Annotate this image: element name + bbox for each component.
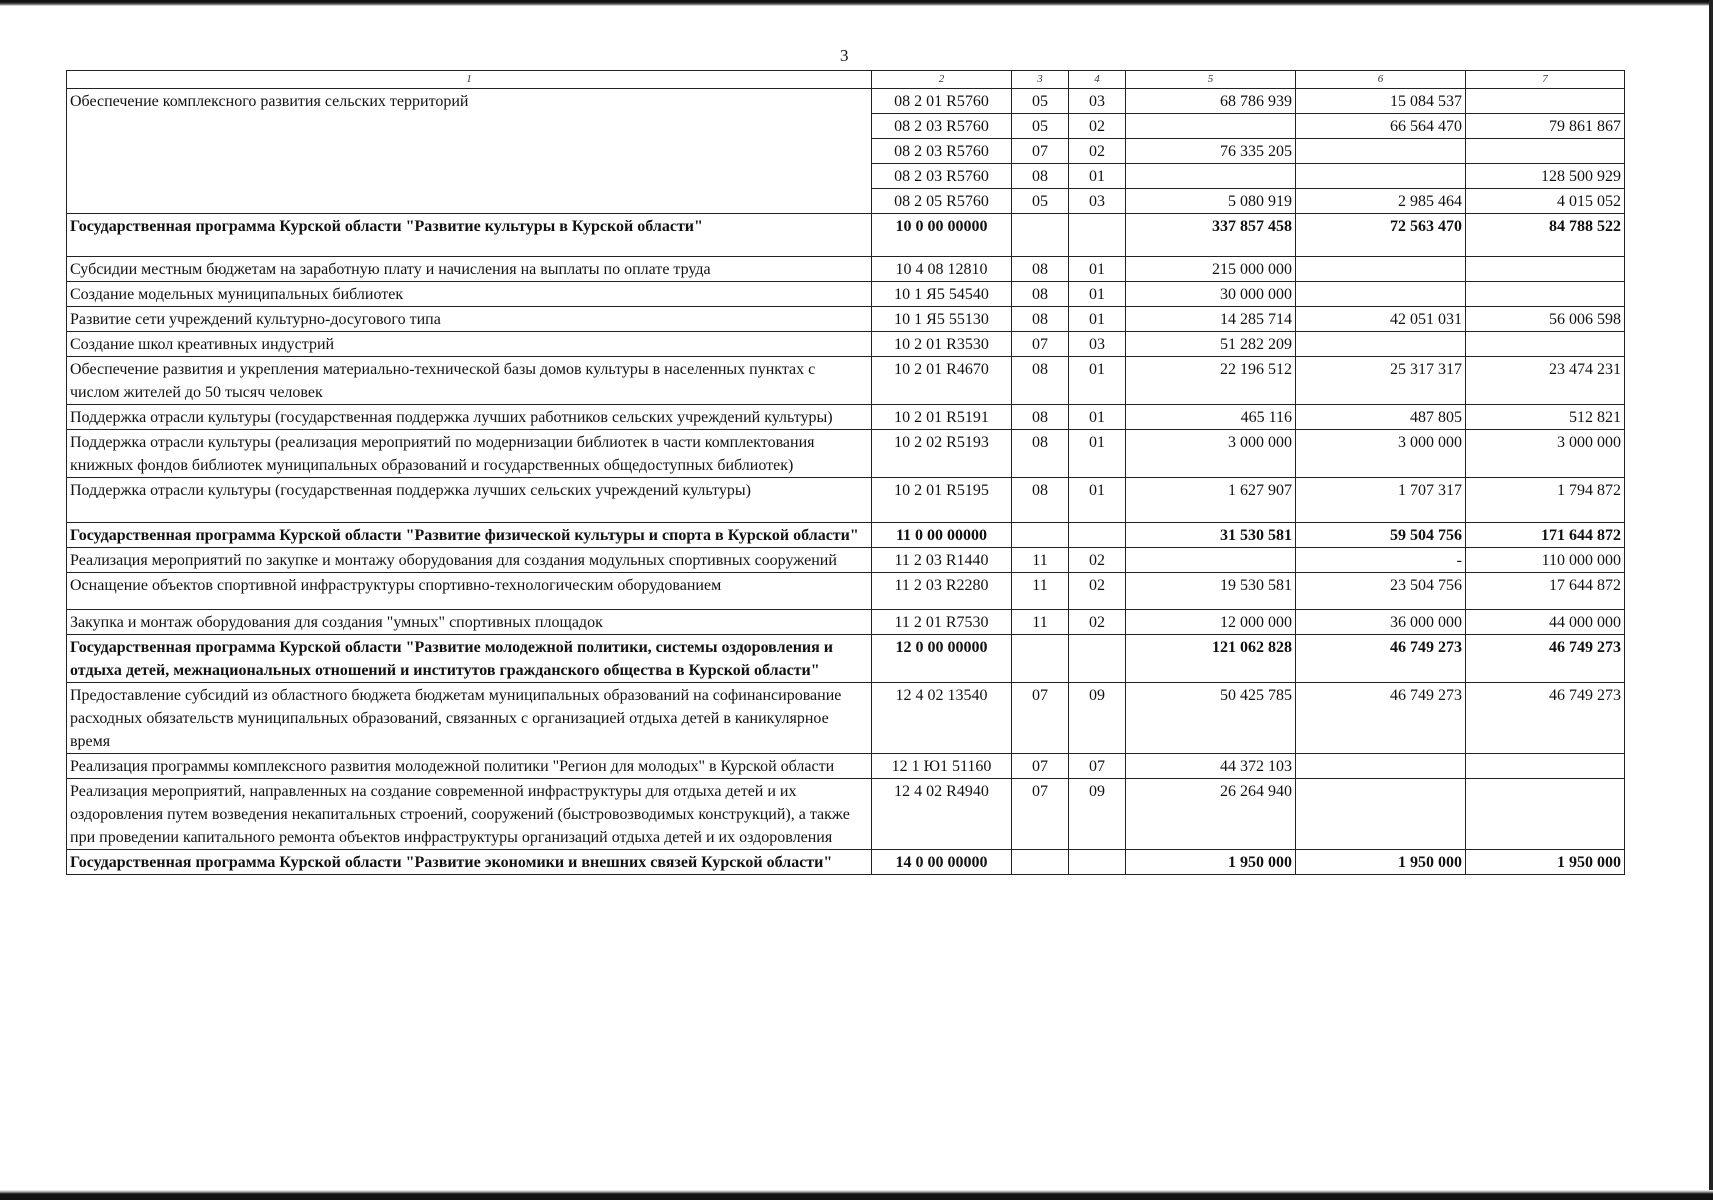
- amount-col-6: 3 000 000: [1296, 430, 1466, 478]
- expense-name: Создание школ креативных индустрий: [67, 332, 872, 357]
- section-code: 11: [1012, 573, 1069, 610]
- section-code: 07: [1012, 139, 1069, 164]
- table-row: [67, 430, 1625, 478]
- section-code: 08: [1012, 430, 1069, 478]
- program-row: [67, 214, 1625, 257]
- amount-col-5: 76 335 205: [1126, 139, 1296, 164]
- subsection-code: 09: [1069, 779, 1126, 850]
- amount-col-7: 46 749 273: [1466, 635, 1625, 683]
- target-code: 08 2 03 R5760: [872, 164, 1012, 189]
- table-row: [67, 332, 1625, 357]
- scan-top-edge: [0, 0, 1713, 6]
- amount-col-7: 79 861 867: [1466, 114, 1625, 139]
- amount-col-6: [1296, 164, 1466, 189]
- amount-col-5: 30 000 000: [1126, 282, 1296, 307]
- section-code: 08: [1012, 282, 1069, 307]
- amount-col-5: 51 282 209: [1126, 332, 1296, 357]
- amount-col-7: [1466, 754, 1625, 779]
- target-code: 10 0 00 00000: [872, 214, 1012, 257]
- amount-col-7: 17 644 872: [1466, 573, 1625, 610]
- amount-col-7: [1466, 89, 1625, 114]
- program-name: Государственная программа Курской области "Развитие культуры в Курской области": [67, 214, 872, 257]
- amount-col-5: 12 000 000: [1126, 610, 1296, 635]
- subsection-code: [1069, 635, 1126, 683]
- section-code: 08: [1012, 307, 1069, 332]
- amount-col-6: [1296, 754, 1466, 779]
- subsection-code: 01: [1069, 430, 1126, 478]
- target-code: 08 2 01 R5760: [872, 89, 1012, 114]
- section-code: 11: [1012, 610, 1069, 635]
- target-code: 12 1 Ю1 51160: [872, 754, 1012, 779]
- amount-col-7: 44 000 000: [1466, 610, 1625, 635]
- target-code: 08 2 05 R5760: [872, 189, 1012, 214]
- amount-col-6: 59 504 756: [1296, 523, 1466, 548]
- section-code: 07: [1012, 683, 1069, 754]
- amount-col-5: 215 000 000: [1126, 257, 1296, 282]
- subsection-code: 02: [1069, 548, 1126, 573]
- subsection-code: 09: [1069, 683, 1126, 754]
- amount-col-7: 3 000 000: [1466, 430, 1625, 478]
- amount-col-6: 487 805: [1296, 405, 1466, 430]
- subsection-code: 01: [1069, 405, 1126, 430]
- amount-col-6: 23 504 756: [1296, 573, 1466, 610]
- program-row: [67, 523, 1625, 548]
- amount-col-5: 3 000 000: [1126, 430, 1296, 478]
- amount-col-7: [1466, 779, 1625, 850]
- amount-col-6: 46 749 273: [1296, 635, 1466, 683]
- amount-col-6: [1296, 139, 1466, 164]
- table-row: [67, 89, 1625, 114]
- section-code: 05: [1012, 189, 1069, 214]
- column-number: 1: [67, 71, 872, 89]
- amount-col-6: [1296, 257, 1466, 282]
- target-code: 12 4 02 R4940: [872, 779, 1012, 850]
- table-row: [67, 779, 1625, 850]
- expense-name: Реализация мероприятий, направленных на создание современной инфраструктуры для отдыха детей и их оздоровления путем возведения некапитальных строений, сооружений (быстровозводимых конструкций), а также при проведении капитального ремонта объектов инфраструктуры организаций отдыха детей и их оздоровления: [67, 779, 872, 850]
- amount-col-5: 121 062 828: [1126, 635, 1296, 683]
- amount-col-7: 110 000 000: [1466, 548, 1625, 573]
- amount-col-7: [1466, 139, 1625, 164]
- amount-col-6: 15 084 537: [1296, 89, 1466, 114]
- amount-col-7: [1466, 332, 1625, 357]
- section-code: 05: [1012, 89, 1069, 114]
- amount-col-5: 44 372 103: [1126, 754, 1296, 779]
- section-code: 08: [1012, 405, 1069, 430]
- amount-col-7: 1 950 000: [1466, 850, 1625, 875]
- amount-col-5: 31 530 581: [1126, 523, 1296, 548]
- column-number: 5: [1126, 71, 1296, 89]
- amount-col-7: 512 821: [1466, 405, 1625, 430]
- section-code: [1012, 214, 1069, 257]
- expense-name: Развитие сети учреждений культурно-досугового типа: [67, 307, 872, 332]
- budget-table: [66, 70, 1625, 875]
- expense-name: Поддержка отрасли культуры (государственная поддержка лучших работников сельских учреждений культуры): [67, 405, 872, 430]
- page-number: 3: [840, 46, 849, 65]
- subsection-code: 02: [1069, 573, 1126, 610]
- amount-col-7: 4 015 052: [1466, 189, 1625, 214]
- amount-col-6: 1 950 000: [1296, 850, 1466, 875]
- amount-col-5: 1 950 000: [1126, 850, 1296, 875]
- subsection-code: 01: [1069, 257, 1126, 282]
- amount-col-7: 128 500 929: [1466, 164, 1625, 189]
- amount-col-6: -: [1296, 548, 1466, 573]
- amount-col-6: 42 051 031: [1296, 307, 1466, 332]
- target-code: 08 2 03 R5760: [872, 139, 1012, 164]
- target-code: 10 2 02 R5193: [872, 430, 1012, 478]
- column-number: 7: [1466, 71, 1625, 89]
- subsection-code: 03: [1069, 89, 1126, 114]
- section-code: 08: [1012, 257, 1069, 282]
- target-code: 11 2 03 R1440: [872, 548, 1012, 573]
- subsection-code: 07: [1069, 754, 1126, 779]
- target-code: 11 2 03 R2280: [872, 573, 1012, 610]
- subsection-code: [1069, 850, 1126, 875]
- target-code: 10 2 01 R3530: [872, 332, 1012, 357]
- expense-name: Поддержка отрасли культуры (государственная поддержка лучших сельских учреждений культуры): [67, 478, 872, 523]
- target-code: 10 2 01 R5195: [872, 478, 1012, 523]
- amount-col-5: 1 627 907: [1126, 478, 1296, 523]
- subsection-code: 01: [1069, 282, 1126, 307]
- section-code: 08: [1012, 357, 1069, 405]
- expense-name: Реализация мероприятий по закупке и монтажу оборудования для создания модульных спортивных сооружений: [67, 548, 872, 573]
- amount-col-5: [1126, 164, 1296, 189]
- expense-name: Закупка и монтаж оборудования для создания "умных" спортивных площадок: [67, 610, 872, 635]
- scan-bottom-edge: [0, 1190, 1713, 1200]
- amount-col-5: 22 196 512: [1126, 357, 1296, 405]
- amount-col-7: 1 794 872: [1466, 478, 1625, 523]
- table-row: [67, 307, 1625, 332]
- amount-col-7: 56 006 598: [1466, 307, 1625, 332]
- table-row: [67, 257, 1625, 282]
- section-code: 07: [1012, 779, 1069, 850]
- section-code: 07: [1012, 754, 1069, 779]
- scan-right-edge: [1709, 0, 1713, 1200]
- target-code: 14 0 00 00000: [872, 850, 1012, 875]
- section-code: [1012, 523, 1069, 548]
- expense-name: Субсидии местным бюджетам на заработную плату и начисления на выплаты по оплате труда: [67, 257, 872, 282]
- subsection-code: 01: [1069, 164, 1126, 189]
- amount-col-5: 19 530 581: [1126, 573, 1296, 610]
- section-code: 08: [1012, 478, 1069, 523]
- amount-col-7: [1466, 282, 1625, 307]
- amount-col-5: 5 080 919: [1126, 189, 1296, 214]
- table-row: [67, 683, 1625, 754]
- target-code: 08 2 03 R5760: [872, 114, 1012, 139]
- subsection-code: 03: [1069, 332, 1126, 357]
- amount-col-5: 465 116: [1126, 405, 1296, 430]
- amount-col-6: 2 985 464: [1296, 189, 1466, 214]
- table-row: [67, 282, 1625, 307]
- amount-col-6: 1 707 317: [1296, 478, 1466, 523]
- amount-col-5: 68 786 939: [1126, 89, 1296, 114]
- table-row: [67, 405, 1625, 430]
- subsection-code: 02: [1069, 114, 1126, 139]
- expense-name: Создание модельных муниципальных библиотек: [67, 282, 872, 307]
- subsection-code: 03: [1069, 189, 1126, 214]
- amount-col-7: 46 749 273: [1466, 683, 1625, 754]
- target-code: 10 1 Я5 54540: [872, 282, 1012, 307]
- expense-name: Реализация программы комплексного развития молодежной политики "Регион для молодых" в Курской области: [67, 754, 872, 779]
- amount-col-6: 36 000 000: [1296, 610, 1466, 635]
- column-number: 2: [872, 71, 1012, 89]
- table-row: [67, 357, 1625, 405]
- amount-col-6: 25 317 317: [1296, 357, 1466, 405]
- subsection-code: [1069, 523, 1126, 548]
- subsection-code: [1069, 214, 1126, 257]
- expense-name: Обеспечение комплексного развития сельских территорий: [67, 89, 872, 214]
- subsection-code: 01: [1069, 307, 1126, 332]
- column-number-row: [67, 71, 1625, 89]
- subsection-code: 02: [1069, 610, 1126, 635]
- section-code: 11: [1012, 548, 1069, 573]
- amount-col-5: 337 857 458: [1126, 214, 1296, 257]
- amount-col-6: [1296, 779, 1466, 850]
- subsection-code: 02: [1069, 139, 1126, 164]
- expense-name: Оснащение объектов спортивной инфраструктуры спортивно-технологическим оборудованием: [67, 573, 872, 610]
- amount-col-7: [1466, 257, 1625, 282]
- table-row: [67, 610, 1625, 635]
- amount-col-6: 72 563 470: [1296, 214, 1466, 257]
- column-number: 6: [1296, 71, 1466, 89]
- target-code: 11 0 00 00000: [872, 523, 1012, 548]
- amount-col-6: 66 564 470: [1296, 114, 1466, 139]
- amount-col-6: [1296, 332, 1466, 357]
- section-code: [1012, 850, 1069, 875]
- column-number: 4: [1069, 71, 1126, 89]
- amount-col-6: 46 749 273: [1296, 683, 1466, 754]
- target-code: 10 2 01 R5191: [872, 405, 1012, 430]
- program-row: [67, 850, 1625, 875]
- amount-col-7: 171 644 872: [1466, 523, 1625, 548]
- target-code: 11 2 01 R7530: [872, 610, 1012, 635]
- target-code: 10 4 08 12810: [872, 257, 1012, 282]
- section-code: 05: [1012, 114, 1069, 139]
- amount-col-5: 50 425 785: [1126, 683, 1296, 754]
- table-row: [67, 754, 1625, 779]
- expense-name: Обеспечение развития и укрепления материально-технической базы домов культуры в населенных пунктах с числом жителей до 50 тысяч человек: [67, 357, 872, 405]
- section-code: [1012, 635, 1069, 683]
- amount-col-6: [1296, 282, 1466, 307]
- program-name: Государственная программа Курской области "Развитие молодежной политики, системы оздоровления и отдыха детей, межнациональных отношений и институтов гражданского общества в Курской области": [67, 635, 872, 683]
- target-code: 12 0 00 00000: [872, 635, 1012, 683]
- amount-col-7: 23 474 231: [1466, 357, 1625, 405]
- program-name: Государственная программа Курской области "Развитие экономики и внешних связей Курской области": [67, 850, 872, 875]
- table-row: [67, 548, 1625, 573]
- table-row: [67, 478, 1625, 523]
- section-code: 07: [1012, 332, 1069, 357]
- amount-col-5: 26 264 940: [1126, 779, 1296, 850]
- expense-name: Предоставление субсидий из областного бюджета бюджетам муниципальных образований на софинансирование расходных обязательств муниципальных образований, связанных с организацией отдыха детей в каникулярное время: [67, 683, 872, 754]
- program-row: [67, 635, 1625, 683]
- amount-col-5: 14 285 714: [1126, 307, 1296, 332]
- column-number: 3: [1012, 71, 1069, 89]
- subsection-code: 01: [1069, 478, 1126, 523]
- amount-col-5: [1126, 548, 1296, 573]
- subsection-code: 01: [1069, 357, 1126, 405]
- table-row: [67, 573, 1625, 610]
- expense-name: Поддержка отрасли культуры (реализация мероприятий по модернизации библиотек в части комплектования книжных фондов библиотек муниципальных образований и государственных общедоступных библиотек): [67, 430, 872, 478]
- program-name: Государственная программа Курской области "Развитие физической культуры и спорта в Курской области": [67, 523, 872, 548]
- target-code: 10 1 Я5 55130: [872, 307, 1012, 332]
- amount-col-5: [1126, 114, 1296, 139]
- amount-col-7: 84 788 522: [1466, 214, 1625, 257]
- target-code: 10 2 01 R4670: [872, 357, 1012, 405]
- section-code: 08: [1012, 164, 1069, 189]
- target-code: 12 4 02 13540: [872, 683, 1012, 754]
